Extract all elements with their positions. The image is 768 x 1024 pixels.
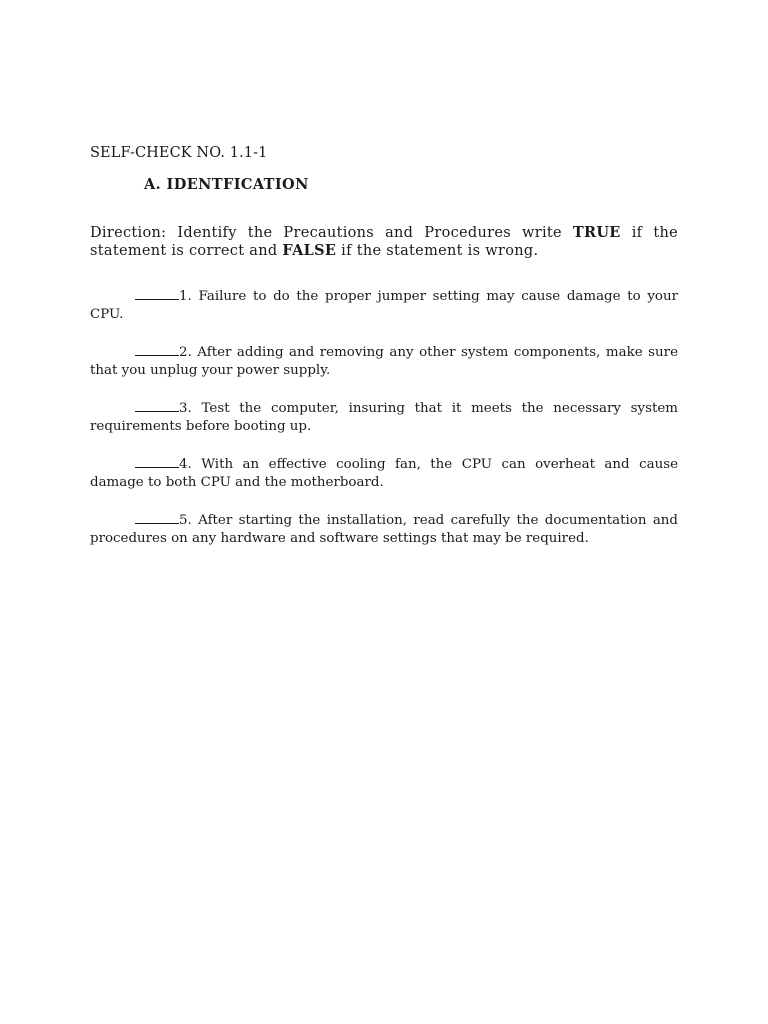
direction-suffix: if the statement is wrong.: [336, 243, 539, 259]
question-text-3: Test the computer, insuring that it meets the necessary system requirements before booting up.: [90, 401, 678, 434]
question-number-2: 2.: [179, 345, 192, 360]
answer-blank-4[interactable]: [135, 455, 179, 468]
answer-blank-2[interactable]: [135, 343, 179, 356]
direction-paragraph: [90, 224, 678, 260]
direction-false-word: FALSE: [282, 242, 337, 259]
direction-true-word: TRUE: [572, 224, 621, 241]
question-text-1: Failure to do the proper jumper setting may cause damage to your CPU.: [90, 289, 678, 322]
question-item-3: [90, 399, 678, 436]
question-text-4: With an effective cooling fan, the CPU can overheat and cause damage to both CPU and the motherboard.: [90, 457, 678, 490]
question-item-2: [90, 343, 678, 380]
question-text-2: After adding and removing any other system components, make sure that you unplug your power supply.: [90, 345, 678, 378]
answer-blank-3[interactable]: [135, 399, 179, 412]
question-text-5: After starting the installation, read carefully the documentation and procedures on any hardware and software settings that may be required.: [90, 513, 678, 546]
question-list: [90, 287, 678, 567]
question-number-3: 3.: [179, 401, 192, 416]
question-number-5: 5.: [179, 513, 192, 528]
question-item-4: [90, 455, 678, 492]
question-item-5: [90, 511, 678, 548]
page-title: SELF-CHECK NO. 1.1-1: [90, 145, 268, 161]
question-number-1: 1.: [179, 289, 192, 304]
direction-middle: if the statement is correct and: [90, 225, 678, 259]
question-number-4: 4.: [179, 457, 192, 472]
section-heading: A. IDENTFICATION: [144, 176, 309, 193]
answer-blank-1[interactable]: [135, 287, 179, 300]
answer-blank-5[interactable]: [135, 511, 179, 524]
direction-prefix: Direction: Identify the Precautions and Procedures write: [90, 225, 573, 241]
question-item-1: [90, 287, 678, 324]
